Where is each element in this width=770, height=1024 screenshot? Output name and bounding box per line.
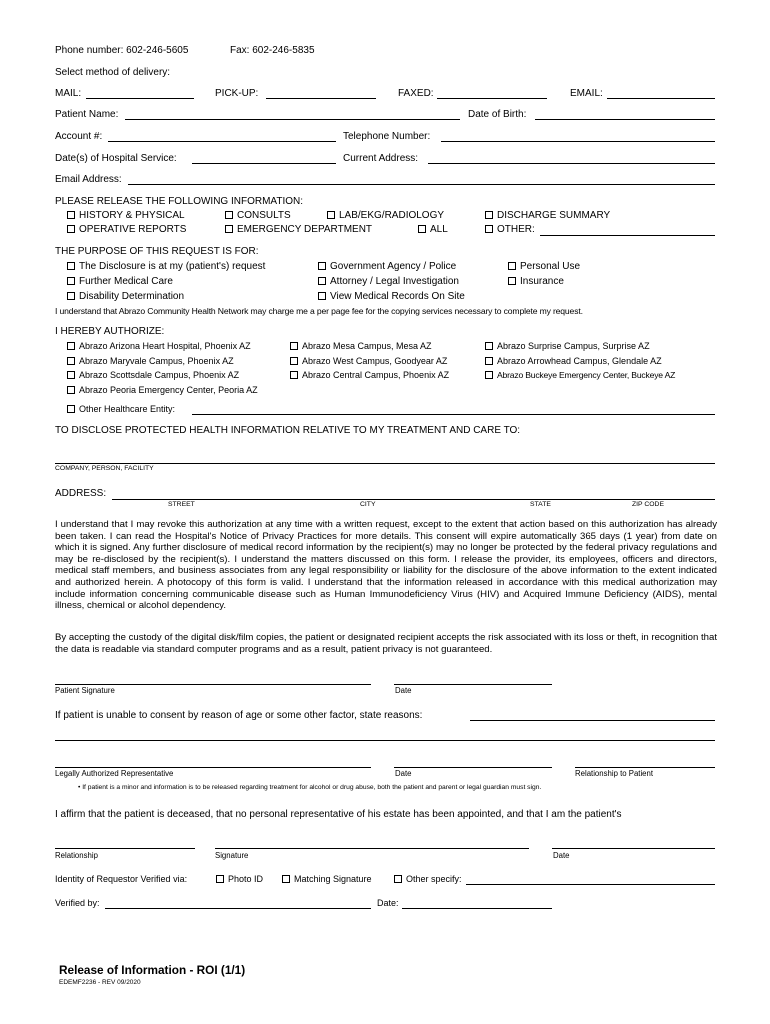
address-field[interactable] xyxy=(112,499,715,500)
email-address-field[interactable] xyxy=(128,184,715,185)
checkbox[interactable] xyxy=(508,277,516,285)
auth-scottsdale[interactable]: Abrazo Scottsdale Campus, Phoenix AZ xyxy=(67,370,239,380)
checkbox[interactable] xyxy=(485,371,493,379)
company-label: COMPANY, PERSON, FACILITY xyxy=(55,465,154,472)
checkbox[interactable] xyxy=(485,357,493,365)
delivery-label: Select method of delivery: xyxy=(55,67,171,78)
other-entity-field[interactable] xyxy=(192,414,715,415)
dob-field[interactable] xyxy=(535,119,715,120)
patient-date-label: Date xyxy=(395,686,412,695)
release-consults[interactable]: CONSULTS xyxy=(225,210,291,221)
form-code: EDEMF2236 - REV 09/2020 xyxy=(59,979,141,986)
verified-date-label: Date: xyxy=(377,898,399,908)
patient-date-field[interactable] xyxy=(394,684,552,685)
signature-label: Signature xyxy=(215,851,249,860)
service-dates-field[interactable] xyxy=(192,163,336,164)
account-field[interactable] xyxy=(108,141,336,142)
email-label: EMAIL: xyxy=(570,88,603,99)
release-discharge[interactable]: DISCHARGE SUMMARY xyxy=(485,210,610,221)
custody-paragraph: By accepting the custody of the digital disk/film copies, the patient or designated recipient accepts the risk associated with its loss or theft, in recognition that the data is readable via standard computer programs and as a result, patient privacy is not guaranteed. xyxy=(55,632,717,655)
city-label: CITY xyxy=(360,501,376,508)
form-title: Release of Information - ROI (1/1) xyxy=(59,963,246,977)
current-address-label: Current Address: xyxy=(343,153,419,164)
purpose-disability[interactable]: Disability Determination xyxy=(67,291,184,302)
fee-note: I understand that Abrazo Community Health Network may charge me a per page fee for the copying services necessary to complete my request. xyxy=(55,306,583,316)
auth-peoria[interactable]: Abrazo Peoria Emergency Center, Peoria AZ xyxy=(67,385,258,395)
auth-heart[interactable]: Abrazo Arizona Heart Hospital, Phoenix AZ xyxy=(67,341,251,351)
verify-other[interactable]: Other specify: xyxy=(394,874,462,884)
release-lab[interactable]: LAB/EKG/RADIOLOGY xyxy=(327,210,444,221)
legal-rep-label: Legally Authorized Representative xyxy=(55,769,174,778)
auth-mesa[interactable]: Abrazo Mesa Campus, Mesa AZ xyxy=(290,341,432,351)
patient-name-label: Patient Name: xyxy=(55,109,119,120)
authorize-heading: I HEREBY AUTHORIZE: xyxy=(55,326,165,337)
auth-west[interactable]: Abrazo West Campus, Goodyear AZ xyxy=(290,356,447,366)
state-label: STATE xyxy=(530,501,551,508)
checkbox[interactable] xyxy=(318,292,326,300)
checkbox[interactable] xyxy=(485,225,493,233)
fax-number: Fax: 602-246-5835 xyxy=(230,45,315,56)
relationship-to-patient-field[interactable] xyxy=(575,767,715,768)
checkbox[interactable] xyxy=(67,371,75,379)
current-address-field[interactable] xyxy=(428,163,715,164)
release-other-field[interactable] xyxy=(540,235,715,236)
patient-signature-field[interactable] xyxy=(55,684,371,685)
purpose-insurance[interactable]: Insurance xyxy=(508,276,564,287)
release-emergency[interactable]: EMERGENCY DEPARTMENT xyxy=(225,224,372,235)
release-other[interactable]: OTHER: xyxy=(485,224,535,235)
checkbox[interactable] xyxy=(318,262,326,270)
patient-signature-label: Patient Signature xyxy=(55,686,115,695)
checkbox[interactable] xyxy=(67,292,75,300)
checkbox[interactable] xyxy=(485,342,493,350)
pickup-label: PICK-UP: xyxy=(215,88,259,99)
purpose-personal[interactable]: Personal Use xyxy=(508,261,580,272)
checkbox[interactable] xyxy=(67,225,75,233)
relationship-label: Relationship xyxy=(55,851,98,860)
purpose-heading: THE PURPOSE OF THIS REQUEST IS FOR: xyxy=(55,246,259,257)
faxed-field[interactable] xyxy=(437,98,547,99)
revoke-paragraph: I understand that I may revoke this authorization at any time with a written request, except to the extent that action based on this authorization has already been taken. I can read the Hospital's Notice of Privacy Practices for more details. This consent will expire automatically 365 days (1 year) from date on which it is signed. Any further disclosure of medical record information by the recipient(s) may no longer be protected by the federal privacy regulations and may be re-disclosed by the recipient(s). I understand the matters discussed on this form. I release the provider, its employees, officers and directors, medical staff members, and business associates from any legal responsibility or liability for the disclosure of the above information to the extent indicated and authorized herein. A photocopy of this form is valid. I understand that the information released in accordance with this medical authorization may include information concerning communicable disease such as Human Immunodeficiency Virus (HIV) and Acquired Immune Deficiency (AIDS), mental illness, chemical or alcohol dependency. xyxy=(55,519,717,612)
checkbox[interactable] xyxy=(67,211,75,219)
auth-other-entity[interactable]: Other Healthcare Entity: xyxy=(67,404,175,414)
faxed-label: FAXED: xyxy=(398,88,434,99)
checkbox[interactable] xyxy=(67,342,75,350)
telephone-field[interactable] xyxy=(441,141,715,142)
mail-label: MAIL: xyxy=(55,88,82,99)
relationship-to-patient-label: Relationship to Patient xyxy=(575,769,654,778)
account-label: Account #: xyxy=(55,131,103,142)
release-history[interactable]: HISTORY & PHYSICAL xyxy=(67,210,185,221)
signature-field[interactable] xyxy=(215,848,529,849)
checkbox[interactable] xyxy=(67,262,75,270)
checkbox[interactable] xyxy=(67,405,75,413)
street-label: STREET xyxy=(168,501,195,508)
legal-rep-field[interactable] xyxy=(55,767,371,768)
checkbox[interactable] xyxy=(327,211,335,219)
patient-name-field[interactable] xyxy=(125,119,460,120)
verified-by-label: Verified by: xyxy=(55,898,100,908)
purpose-disclosure[interactable]: The Disclosure is at my (patient's) request xyxy=(67,261,265,272)
auth-arrowhead[interactable]: Abrazo Arrowhead Campus, Glendale AZ xyxy=(485,356,662,366)
auth-central[interactable]: Abrazo Central Campus, Phoenix AZ xyxy=(290,370,449,380)
checkbox[interactable] xyxy=(418,225,426,233)
checkbox[interactable] xyxy=(290,357,298,365)
purpose-further-care[interactable]: Further Medical Care xyxy=(67,276,173,287)
identity-label: Identity of Requestor Verified via: xyxy=(55,874,188,884)
checkbox[interactable] xyxy=(216,875,224,883)
checkbox[interactable] xyxy=(67,277,75,285)
purpose-view-onsite[interactable]: View Medical Records On Site xyxy=(318,291,465,302)
checkbox[interactable] xyxy=(67,357,75,365)
checkbox[interactable] xyxy=(282,875,290,883)
company-field[interactable] xyxy=(55,463,715,464)
unable-consent-label: If patient is unable to consent by reason of age or some other factor, state reasons: xyxy=(55,710,423,721)
phone-number: Phone number: 602-246-5605 xyxy=(55,45,189,56)
purpose-government[interactable]: Government Agency / Police xyxy=(318,261,456,272)
auth-maryvale[interactable]: Abrazo Maryvale Campus, Phoenix AZ xyxy=(67,356,234,366)
verified-by-field[interactable] xyxy=(105,908,371,909)
address-label: ADDRESS: xyxy=(55,488,107,499)
checkbox[interactable] xyxy=(225,211,233,219)
legal-rep-date-label: Date xyxy=(395,769,412,778)
service-dates-label: Date(s) of Hospital Service: xyxy=(55,153,177,164)
checkbox[interactable] xyxy=(67,386,75,394)
auth-surprise[interactable]: Abrazo Surprise Campus, Surprise AZ xyxy=(485,341,650,351)
release-heading: PLEASE RELEASE THE FOLLOWING INFORMATION: xyxy=(55,196,304,207)
checkbox[interactable] xyxy=(508,262,516,270)
dob-label: Date of Birth: xyxy=(468,109,527,120)
zip-label: ZIP CODE xyxy=(632,501,664,508)
auth-buckeye[interactable]: Abrazo Buckeye Emergency Center, Buckeye AZ xyxy=(485,370,675,380)
checkbox[interactable] xyxy=(290,371,298,379)
date3-label: Date xyxy=(553,851,570,860)
checkbox[interactable] xyxy=(394,875,402,883)
mail-field[interactable] xyxy=(86,98,194,99)
date3-field[interactable] xyxy=(552,848,715,849)
verify-photo-id[interactable]: Photo ID xyxy=(216,874,263,884)
other-specify-field[interactable] xyxy=(466,884,715,885)
legal-rep-date-field[interactable] xyxy=(394,767,552,768)
relationship-field[interactable] xyxy=(55,848,195,849)
minor-note: • If patient is a minor and information is to be released regarding treatment for alcohol or drug abuse, both the patient and parent or legal guardian must sign. xyxy=(78,784,542,791)
checkbox[interactable] xyxy=(318,277,326,285)
telephone-label: Telephone Number: xyxy=(343,131,431,142)
email-address-label: Email Address: xyxy=(55,174,122,185)
deceased-statement: I affirm that the patient is deceased, that no personal representative of his estate has been appointed, and that I am the patient's xyxy=(55,809,622,820)
verify-matching-signature[interactable]: Matching Signature xyxy=(282,874,372,884)
purpose-attorney[interactable]: Attorney / Legal Investigation xyxy=(318,276,459,287)
email-field[interactable] xyxy=(607,98,715,99)
checkbox[interactable] xyxy=(290,342,298,350)
release-operative[interactable]: OPERATIVE REPORTS xyxy=(67,224,186,235)
checkbox[interactable] xyxy=(225,225,233,233)
verified-date-field[interactable] xyxy=(402,908,552,909)
disclose-heading: TO DISCLOSE PROTECTED HEALTH INFORMATION RELATIVE TO MY TREATMENT AND CARE TO: xyxy=(55,425,521,436)
release-all[interactable]: ALL xyxy=(418,224,448,235)
checkbox[interactable] xyxy=(485,211,493,219)
pickup-field[interactable] xyxy=(266,98,376,99)
unable-consent-field[interactable] xyxy=(470,720,715,721)
unable-consent-field-2[interactable] xyxy=(55,740,715,741)
